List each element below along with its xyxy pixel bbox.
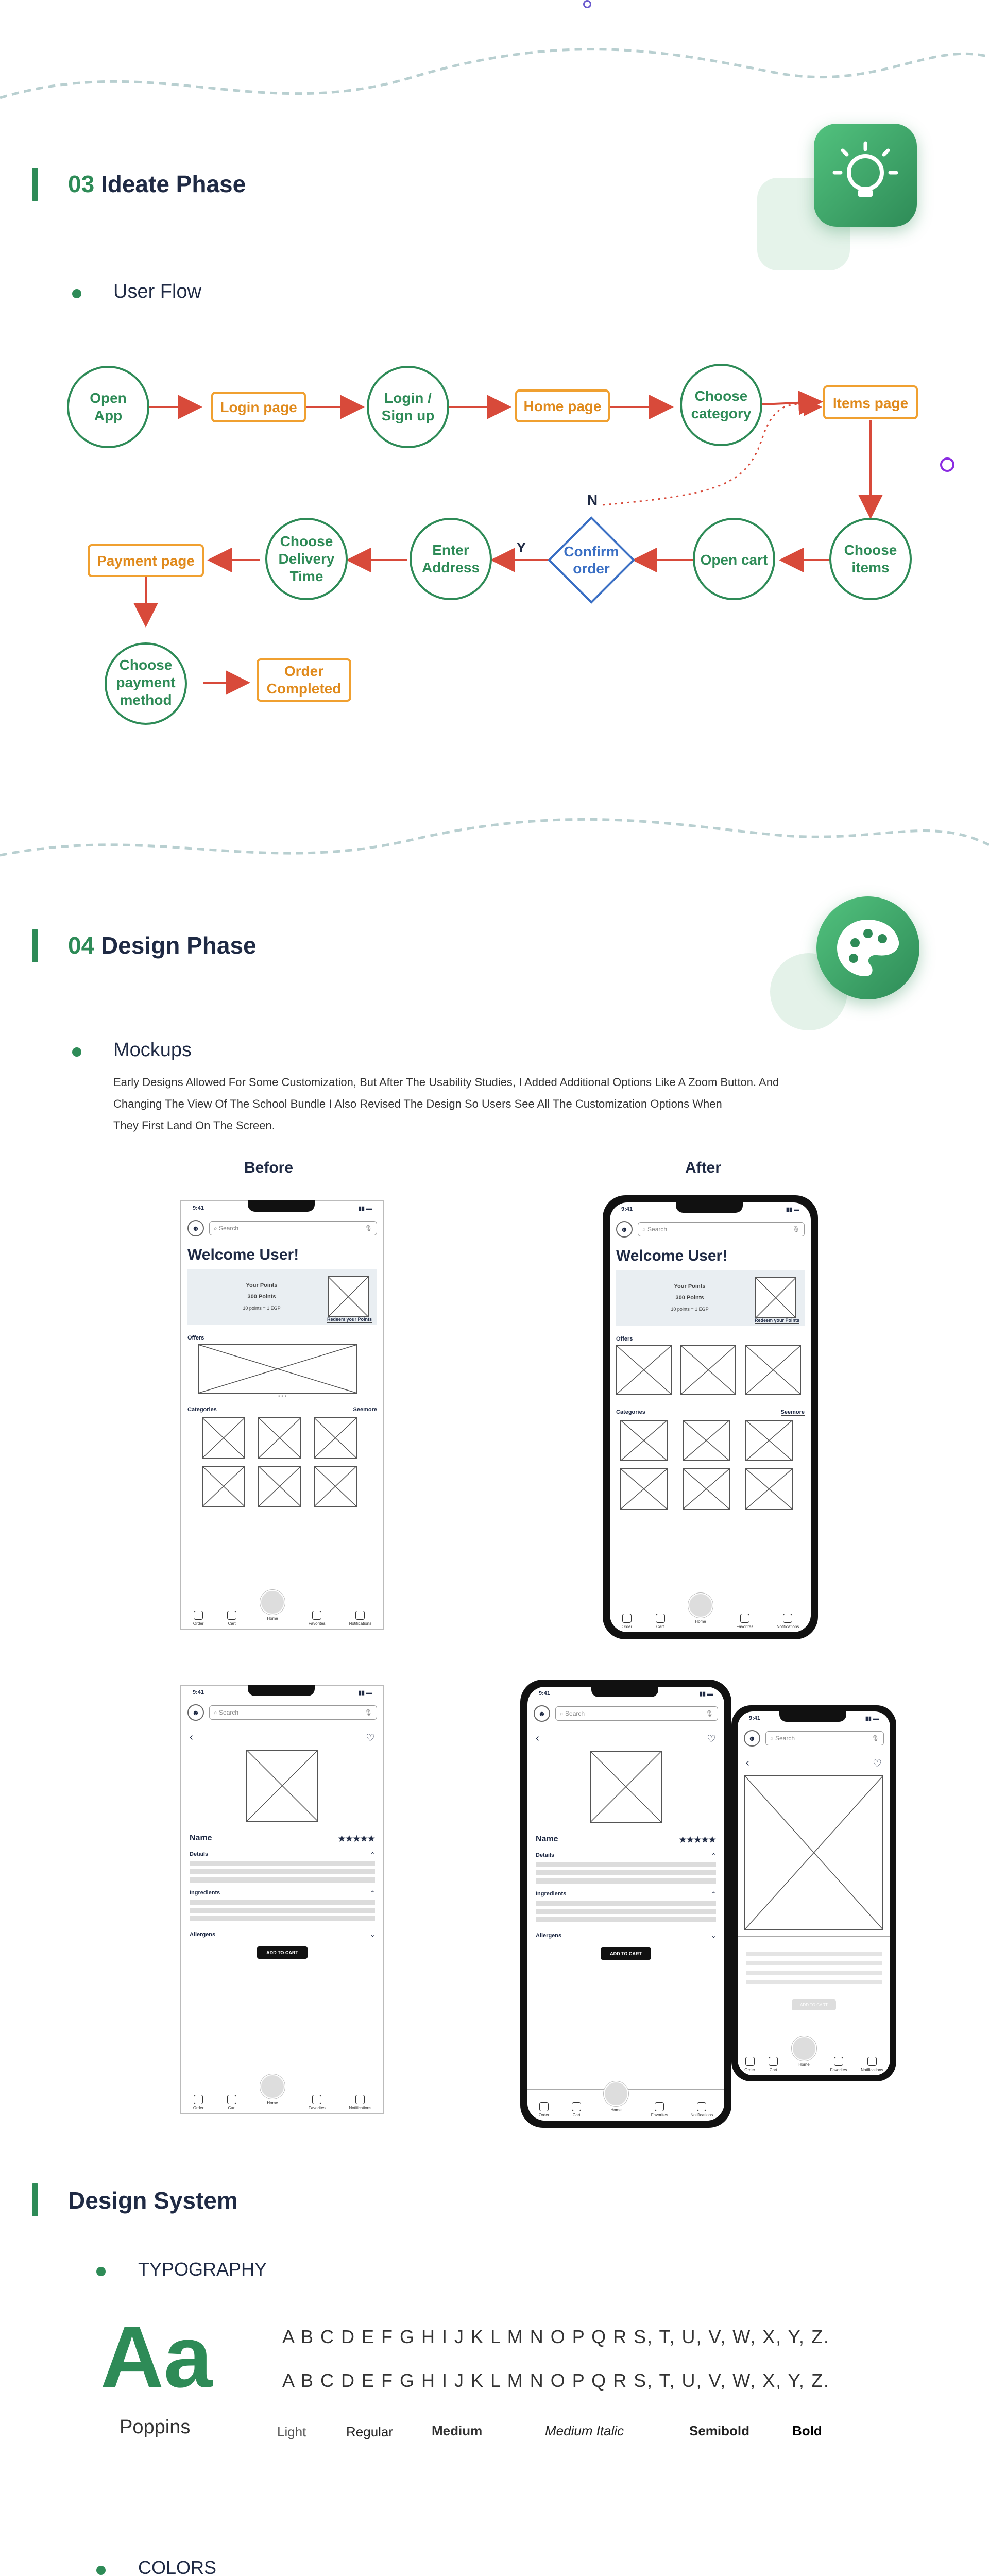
category-item[interactable]	[745, 1468, 800, 1510]
choose-category-node	[681, 365, 761, 445]
bottom-nav	[527, 2089, 724, 2121]
product-image	[527, 1751, 724, 1829]
offers-heading: Offers	[616, 1336, 633, 1342]
heart-icon[interactable]: ♡	[366, 1733, 375, 1744]
nav-item-cart[interactable]: Cart	[769, 2057, 778, 2072]
palette-icon	[816, 896, 919, 999]
bottom-nav	[181, 2082, 383, 2113]
see-more-link[interactable]: Seemore	[780, 1409, 805, 1415]
points-value: 300 Points	[675, 1295, 704, 1301]
add-to-cart-button[interactable]: ADD TO CART	[257, 1946, 308, 1959]
heart-icon[interactable]: ♡	[873, 1758, 882, 1770]
svg-text:Completed: Completed	[266, 681, 342, 697]
search-icon: ⌕ Search	[770, 1734, 795, 1742]
ideate-title: 03 Ideate Phase	[68, 171, 246, 197]
add-to-cart-button[interactable]: ADD TO CART	[601, 1947, 651, 1960]
open-cart-node	[694, 519, 774, 599]
bottom-nav	[181, 1598, 383, 1629]
search-icon: ⌕ Search	[642, 1225, 668, 1233]
rating-stars: ★★★★★	[338, 1835, 375, 1843]
search-icon: ⌕ Search	[214, 1708, 239, 1716]
category-item[interactable]	[620, 1420, 675, 1461]
svg-text:Choose: Choose	[280, 533, 333, 549]
accordion-1[interactable]: Ingredients ⌃	[536, 1891, 716, 1897]
points-card	[187, 1269, 377, 1325]
battery-icon: ▮▮ ▬	[699, 1690, 713, 1697]
weight-medium: Medium	[432, 2423, 483, 2438]
svg-text:Login page: Login page	[220, 399, 297, 415]
mockups-heading: Mockups	[113, 1039, 192, 1061]
search-icon: ⌕ Search	[560, 1709, 585, 1717]
home-wireframe-before: 9:41 ▮▮ ▬ ☻ ⌕ Search 🎙 Welcome User! Your Points 300 Points 10 points = 1 EGP Redeem your Points Offers • • • Categories Seemore Order Cart Home Favorites Notifications	[180, 1200, 384, 1630]
avatar[interactable]: ☻	[187, 1220, 204, 1236]
nav-item-favorites[interactable]: Favorites	[736, 1614, 753, 1629]
alphabet-regular: A B C D E F G H I J K L M N O P Q R S, T, U, V, W, X, Y, Z.	[282, 2326, 830, 2347]
notch	[591, 1687, 658, 1697]
nav-item-order[interactable]: Order	[193, 2095, 203, 2110]
svg-text:Delivery: Delivery	[278, 551, 335, 567]
avatar[interactable]: ☻	[187, 1704, 204, 1721]
nav-item-home[interactable]: Home	[604, 2081, 628, 2112]
nav-item-order[interactable]: Order	[539, 2102, 549, 2117]
bullet	[96, 2267, 106, 2276]
search-input[interactable]	[209, 1705, 377, 1720]
decor-dot	[583, 0, 591, 8]
svg-text:App: App	[94, 408, 123, 423]
product-name: Name	[190, 1834, 212, 1842]
category-item[interactable]	[314, 1466, 363, 1507]
product-image	[181, 1750, 383, 1828]
points-value: 300 Points	[247, 1294, 276, 1300]
svg-text:Time: Time	[289, 568, 323, 584]
category-item[interactable]	[745, 1420, 800, 1461]
weight-semibold: Semibold	[689, 2423, 750, 2438]
no-label: N	[587, 492, 598, 508]
category-item[interactable]	[314, 1417, 363, 1459]
product-image	[738, 1775, 890, 1937]
battery-icon: ▮▮ ▬	[786, 1206, 799, 1213]
nav-item-order[interactable]: Order	[744, 2057, 755, 2072]
allergens-accordion[interactable]: Allergens ⌄	[190, 1931, 375, 1938]
svg-text:Choose: Choose	[119, 657, 173, 673]
svg-text:Order: Order	[284, 663, 324, 679]
svg-text:method: method	[120, 692, 172, 708]
svg-text:Address: Address	[421, 560, 480, 575]
detail-wireframe-second	[738, 1711, 890, 2075]
back-chevron-icon[interactable]: ‹	[536, 1733, 539, 1744]
points-title: Your Points	[246, 1282, 278, 1289]
points-rate: 10 points = 1 EGP	[243, 1306, 281, 1311]
svg-text:Open cart: Open cart	[700, 552, 768, 568]
categories-grid	[610, 1420, 811, 1510]
microphone-icon[interactable]: 🎙	[705, 1710, 713, 1717]
avatar[interactable]: ☻	[616, 1221, 633, 1238]
nav-item-notifications[interactable]: Notifications	[349, 2095, 372, 2110]
enter-address-node	[411, 519, 491, 599]
svg-text:Items page: Items page	[832, 395, 909, 411]
typography-heading: TYPOGRAPHY	[138, 2259, 267, 2280]
user-flow-diagram	[0, 330, 989, 742]
nav-item-order[interactable]: Order	[622, 1614, 632, 1629]
microphone-icon[interactable]: 🎙	[364, 1709, 372, 1716]
nav-item-notifications[interactable]: Notifications	[349, 1611, 372, 1626]
weight-regular: Regular	[346, 2424, 394, 2439]
middle-wave-divider	[0, 793, 989, 876]
open-app-node	[68, 367, 148, 447]
see-more-link[interactable]: Seemore	[353, 1406, 377, 1413]
top-wave-divider	[0, 21, 989, 113]
choose-payment-node	[106, 643, 186, 724]
category-item[interactable]	[620, 1468, 675, 1510]
offers-banner[interactable]	[181, 1344, 383, 1394]
svg-text:Choose: Choose	[844, 542, 897, 558]
nav-item-home[interactable]: Home	[792, 2036, 816, 2067]
nav-item-cart[interactable]: Cart	[572, 2102, 581, 2117]
svg-text:Choose: Choose	[694, 388, 748, 404]
accordion-0[interactable]: Details ⌃	[190, 1851, 375, 1858]
notch	[248, 1200, 315, 1212]
status-time: 9:41	[539, 1690, 551, 1697]
nav-item-notifications[interactable]: Notifications	[861, 2057, 883, 2072]
search-icon: ⌕ Search	[214, 1224, 239, 1232]
svg-text:Payment page: Payment page	[97, 553, 195, 569]
nav-item-favorites[interactable]: Favorites	[830, 2057, 847, 2072]
section-marker	[32, 929, 38, 962]
points-card	[616, 1270, 805, 1326]
typeface-sample: Aa	[100, 2308, 213, 2406]
detail-wireframe-before	[180, 1685, 384, 2114]
svg-text:Sign up: Sign up	[381, 408, 435, 423]
nav-item-home[interactable]: Home	[260, 1590, 285, 1621]
redeem-link[interactable]: Redeem your Points	[327, 1317, 372, 1322]
weight-bold: Bold	[792, 2423, 822, 2438]
nav-item-favorites[interactable]: Favorites	[651, 2102, 668, 2117]
svg-text:Confirm: Confirm	[564, 544, 619, 560]
categories-heading: Categories	[187, 1406, 217, 1413]
battery-icon: ▮▮ ▬	[358, 1689, 372, 1696]
svg-text:payment: payment	[116, 674, 176, 690]
payment-page-node	[89, 545, 203, 576]
battery-icon: ▮▮ ▬	[865, 1715, 879, 1722]
user-flow-heading: User Flow	[113, 281, 202, 302]
avatar[interactable]: ☻	[534, 1705, 550, 1722]
status-time: 9:41	[193, 1689, 204, 1696]
svg-text:Login /: Login /	[384, 390, 432, 406]
nav-item-notifications[interactable]: Notifications	[691, 2102, 713, 2117]
svg-text:items: items	[851, 560, 890, 575]
alphabet-medium: A B C D E F G H I J K L M N O P Q R S, T, U, V, W, X, Y, Z.	[282, 2370, 830, 2391]
login-signup-node	[368, 367, 448, 447]
nav-item-order[interactable]: Order	[193, 1611, 203, 1626]
weight-light: Light	[277, 2424, 306, 2439]
nav-item-notifications[interactable]: Notifications	[777, 1614, 799, 1629]
accordion-1[interactable]: Ingredients ⌃	[190, 1890, 375, 1896]
search-input[interactable]	[555, 1706, 718, 1721]
product-name: Name	[536, 1835, 558, 1843]
bottom-nav	[610, 1601, 811, 1632]
bullet	[96, 2566, 106, 2575]
login-page-node	[212, 393, 305, 421]
offer-item[interactable]	[680, 1345, 740, 1402]
bottom-nav	[738, 2044, 890, 2075]
colors-heading: COLORS	[138, 2557, 217, 2576]
before-label: Before	[244, 1159, 294, 1176]
search-input[interactable]	[638, 1222, 805, 1236]
svg-text:category: category	[691, 405, 752, 421]
avatar[interactable]: ☻	[744, 1730, 760, 1747]
categories-grid	[181, 1417, 383, 1507]
mockups-description: Early Designs Allowed For Some Customization, But After The Usability Studies, I Added Additional Options Like A Zoom Button. And Changing The View Of The School Bundle I Also Revised The Design So Users See All The Customization Options When They First Land On The Screen.	[113, 1076, 779, 1132]
svg-text:order: order	[573, 561, 610, 577]
add-to-cart-button[interactable]: ADD TO CART	[792, 1999, 836, 2010]
order-completed-node	[258, 659, 350, 701]
offers-row	[610, 1345, 811, 1402]
design-title: 04 Design Phase	[68, 932, 257, 959]
nav-item-cart[interactable]: Cart	[227, 2095, 236, 2110]
battery-icon: ▮▮ ▬	[358, 1205, 372, 1212]
design-system-title: Design System	[68, 2187, 238, 2214]
svg-text:Enter: Enter	[432, 542, 469, 558]
section-marker	[32, 168, 38, 201]
home-wireframe-after	[610, 1202, 811, 1632]
category-item[interactable]	[202, 1417, 251, 1459]
category-item[interactable]	[683, 1468, 738, 1510]
redeem-link[interactable]: Redeem your Points	[754, 1318, 799, 1323]
back-chevron-icon[interactable]: ‹	[746, 1757, 749, 1769]
category-item[interactable]	[683, 1420, 738, 1461]
category-item[interactable]	[258, 1417, 307, 1459]
svg-text:Home page: Home page	[523, 398, 602, 414]
categories-heading: Categories	[616, 1409, 645, 1415]
decor-ring	[940, 457, 954, 472]
category-item[interactable]	[258, 1466, 307, 1507]
welcome-heading: Welcome User!	[616, 1247, 728, 1264]
offer-item[interactable]	[745, 1345, 805, 1402]
search-input[interactable]	[765, 1731, 884, 1745]
microphone-icon[interactable]: 🎙	[792, 1226, 800, 1233]
section-marker	[32, 2183, 38, 2216]
typeface-name: Poppins	[120, 2416, 191, 2438]
bullet	[72, 289, 81, 298]
items-page-node	[824, 386, 917, 418]
status-time: 9:41	[193, 1205, 204, 1211]
notch	[676, 1202, 743, 1213]
welcome-heading: Welcome User!	[187, 1246, 299, 1263]
nav-item-cart[interactable]: Cart	[656, 1614, 665, 1629]
home-page-node	[516, 391, 609, 421]
weight-medium-italic: Medium Italic	[545, 2423, 624, 2438]
points-title: Your Points	[674, 1283, 706, 1290]
offer-item[interactable]	[616, 1345, 675, 1402]
after-label: After	[685, 1159, 722, 1176]
nav-item-favorites[interactable]: Favorites	[309, 1611, 326, 1626]
status-time: 9:41	[749, 1715, 761, 1721]
microphone-icon[interactable]: 🎙	[364, 1225, 372, 1232]
confirm-order-node	[549, 518, 634, 602]
nav-item-cart[interactable]: Cart	[227, 1611, 236, 1626]
offers-heading: Offers	[187, 1335, 204, 1341]
yes-label: Y	[516, 539, 526, 555]
allergens-accordion[interactable]: Allergens ⌄	[536, 1933, 716, 1939]
svg-text:Open: Open	[90, 390, 127, 406]
search-input[interactable]	[209, 1221, 377, 1235]
notch	[248, 1685, 315, 1696]
nav-item-favorites[interactable]: Favorites	[309, 2095, 326, 2110]
status-time: 9:41	[621, 1206, 633, 1212]
lightbulb-icon	[814, 124, 917, 227]
choose-items-node	[830, 519, 911, 599]
rating-stars: ★★★★★	[679, 1836, 716, 1844]
accordion-0[interactable]: Details ⌃	[536, 1852, 716, 1859]
bullet	[72, 1047, 81, 1057]
category-item[interactable]	[202, 1466, 251, 1507]
notch	[779, 1711, 846, 1722]
back-chevron-icon[interactable]: ‹	[190, 1732, 193, 1743]
points-rate: 10 points = 1 EGP	[671, 1307, 709, 1312]
choose-delivery-node	[266, 519, 347, 599]
detail-wireframe-after	[527, 1687, 724, 2121]
nav-item-home[interactable]: Home	[688, 1593, 713, 1624]
nav-item-home[interactable]: Home	[260, 2074, 285, 2105]
heart-icon[interactable]: ♡	[707, 1734, 716, 1745]
microphone-icon[interactable]: 🎙	[871, 1735, 879, 1742]
